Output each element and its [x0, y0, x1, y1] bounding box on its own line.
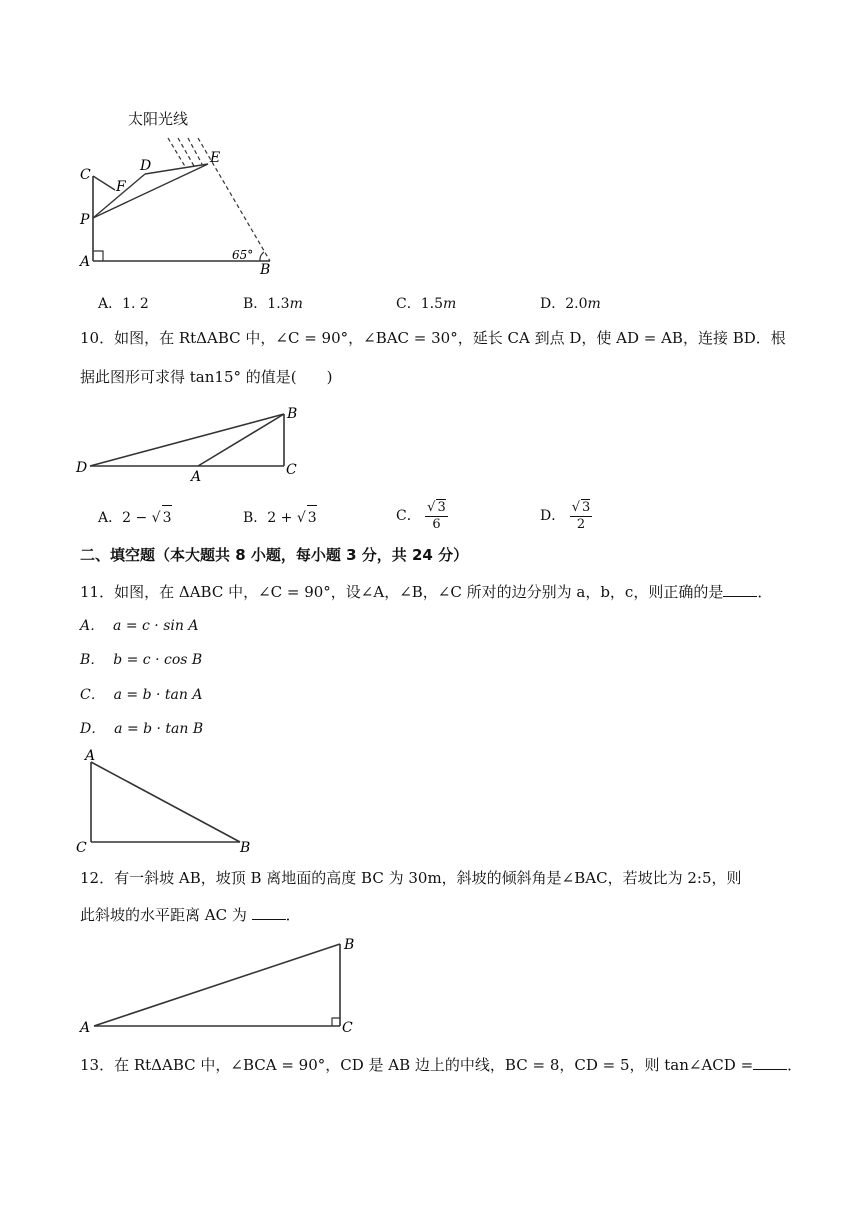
- right-angle-C: [332, 1018, 340, 1026]
- q12-figure: [72, 934, 372, 1036]
- label-C: C: [76, 840, 87, 856]
- q10-line-1: [80, 326, 786, 350]
- q10-option-b: B．2 + √ 3: [243, 505, 317, 530]
- sun-ray-1: [168, 138, 186, 168]
- q12-diagram: [72, 934, 372, 1036]
- segment-DB: [90, 414, 284, 466]
- q9-option-a: A．1. 2: [98, 296, 149, 312]
- label-A: A: [191, 469, 202, 484]
- q10-option-d: D． $\frac{√ 3}{2}$: [540, 500, 591, 532]
- segment-AB: [94, 944, 340, 1026]
- label-A: A: [80, 254, 91, 270]
- segment-CF: [93, 176, 115, 190]
- q11-option-d: D． a = b · tan B: [80, 721, 204, 737]
- label-F: F: [116, 179, 126, 195]
- q11-answer-blank[interactable]: [723, 582, 757, 597]
- q10-diagram: [72, 402, 312, 484]
- q10-line-2: 据此图形可求得 tan15° 的值是( ): [80, 368, 333, 386]
- q12-answer-blank[interactable]: [252, 905, 286, 920]
- q11-option-b: B． b = c · cos B: [80, 652, 203, 668]
- label-D: D: [140, 158, 152, 174]
- q12-number: 12．: [80, 869, 115, 887]
- label-C: C: [286, 462, 297, 478]
- q12-line-2: 此斜坡的水平距离 AC 为 ．: [80, 906, 301, 924]
- q13-answer-blank[interactable]: [753, 1055, 787, 1070]
- q11-option-a: A． a = c · sin A: [80, 618, 199, 634]
- q11-option-c: C． a = b · tan A: [80, 687, 203, 703]
- sun-ray-2: [178, 138, 194, 166]
- label-A: A: [85, 748, 96, 764]
- section-heading: 二、填空题（本大题共 8 小题，每小题 3 分，共 24 分）: [80, 546, 469, 564]
- label-B: B: [287, 406, 298, 422]
- q9-option-b: B．1.3m: [243, 296, 303, 312]
- label-B: B: [260, 262, 271, 278]
- q9-diagram: [70, 108, 290, 283]
- q11-diagram: [72, 744, 272, 856]
- label-B: B: [240, 840, 251, 856]
- sun-ray-3: [188, 138, 202, 164]
- angle-arc-B: [260, 252, 264, 261]
- q11-figure: [72, 744, 272, 856]
- q11-line: 11．如图，在 ΔABC 中，∠C = 90°，设∠A，∠B，∠C 所对的边分别为 a，b，c，则正确的是 ．: [80, 583, 773, 601]
- q10-figure: [72, 402, 312, 484]
- q11-number: 11．: [80, 583, 115, 601]
- q9-option-c: C．1.5m: [396, 296, 457, 312]
- label-angle-65: 65°: [232, 248, 254, 262]
- q13-line: 13．在 RtΔABC 中，∠BCA = 90°，CD 是 AB 边上的中线，BC = 8，CD = 5，则 tan∠ACD = ．: [80, 1056, 803, 1074]
- label-C: C: [80, 167, 91, 183]
- q9-figure: [70, 108, 290, 283]
- q12-line-1: 12．有一斜坡 AB，坡顶 B 离地面的高度 BC 为 30m，斜坡的倾斜角是∠BAC，若坡比为 2:5，则: [80, 869, 742, 887]
- sun-ray-main: [198, 138, 270, 261]
- q10-option-a: A．2 − √ 3: [98, 505, 172, 530]
- q9-option-d: D．2.0m: [540, 296, 601, 312]
- label-D: D: [76, 460, 88, 476]
- q10-text-1: 如图，在 RtΔABC 中，∠C = 90°，∠BAC = 30°，延长 CA 到点 D，使 AD = AB，连接 BD．根: [114, 329, 786, 347]
- right-angle-A: [93, 251, 103, 261]
- sun-rays-label: 太阳光线: [128, 110, 189, 128]
- segment-AB: [198, 414, 284, 466]
- label-E: E: [210, 150, 221, 166]
- label-A: A: [80, 1020, 91, 1036]
- label-P: P: [80, 212, 90, 228]
- q10-option-c: C． $\frac{√ 3}{6}$: [396, 500, 446, 532]
- q10-number: 10．: [80, 329, 115, 347]
- segment-AB: [91, 762, 240, 842]
- label-C: C: [342, 1020, 353, 1036]
- label-B: B: [344, 937, 355, 953]
- q13-number: 13．: [80, 1056, 115, 1074]
